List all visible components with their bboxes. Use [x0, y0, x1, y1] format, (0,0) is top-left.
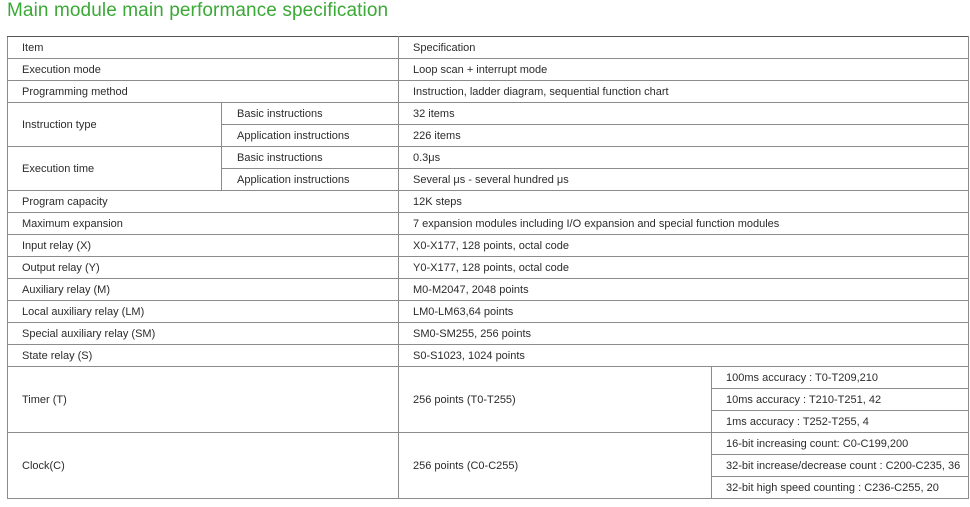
item-cell: Execution mode	[8, 59, 399, 81]
spec-cell: X0-X177, 128 points, octal code	[399, 235, 969, 257]
detail-cell: 32-bit increase/decrease count : C200-C235, 36	[712, 455, 969, 477]
spec-cell: 256 points (T0-T255)	[399, 367, 712, 433]
spec-cell: Several μs - several hundred μs	[399, 169, 969, 191]
table-row	[8, 103, 969, 125]
spec-cell: M0-M2047, 2048 points	[399, 279, 969, 301]
spec-cell: S0-S1023, 1024 points	[399, 345, 969, 367]
spec-cell: 7 expansion modules including I/O expansion and special function modules	[399, 213, 969, 235]
table-row	[8, 323, 969, 345]
table-row	[8, 301, 969, 323]
spec-cell: 0.3μs	[399, 147, 969, 169]
item-cell: Local auxiliary relay (LM)	[8, 301, 399, 323]
table-header-row	[8, 37, 969, 59]
item-cell: Special auxiliary relay (SM)	[8, 323, 399, 345]
spec-cell: 12K steps	[399, 191, 969, 213]
detail-cell: 10ms accuracy : T210-T251, 42	[712, 389, 969, 411]
item-cell: State relay (S)	[8, 345, 399, 367]
table-row	[8, 345, 969, 367]
table-row	[8, 367, 969, 389]
table-row	[8, 147, 969, 169]
spec-cell: 32 items	[399, 103, 969, 125]
spec-table	[7, 36, 969, 499]
subitem-cell: Basic instructions	[222, 103, 399, 125]
table-row	[8, 59, 969, 81]
item-cell: Program capacity	[8, 191, 399, 213]
spec-cell: Y0-X177, 128 points, octal code	[399, 257, 969, 279]
spec-cell: 256 points (C0-C255)	[399, 433, 712, 499]
header-specification: Specification	[399, 37, 969, 59]
item-cell: Timer (T)	[8, 367, 399, 433]
item-cell: Clock(C)	[8, 433, 399, 499]
item-cell: Maximum expansion	[8, 213, 399, 235]
item-cell: Instruction type	[8, 103, 222, 147]
item-cell: Execution time	[8, 147, 222, 191]
table-row	[8, 257, 969, 279]
spec-cell: SM0-SM255, 256 points	[399, 323, 969, 345]
table-row	[8, 213, 969, 235]
detail-cell: 100ms accuracy : T0-T209,210	[712, 367, 969, 389]
detail-cell: 16-bit increasing count: C0-C199,200	[712, 433, 969, 455]
subitem-cell: Application instructions	[222, 169, 399, 191]
table-row	[8, 433, 969, 455]
spec-cell: Instruction, ladder diagram, sequential function chart	[399, 81, 969, 103]
spec-cell: 226 items	[399, 125, 969, 147]
subitem-cell: Basic instructions	[222, 147, 399, 169]
table-row	[8, 279, 969, 301]
item-cell: Input relay (X)	[8, 235, 399, 257]
spec-cell: Loop scan + interrupt mode	[399, 59, 969, 81]
header-item: Item	[8, 37, 399, 59]
spec-cell: LM0-LM63,64 points	[399, 301, 969, 323]
subitem-cell: Application instructions	[222, 125, 399, 147]
detail-cell: 32-bit high speed counting : C236-C255, 20	[712, 477, 969, 499]
item-cell: Auxiliary relay (M)	[8, 279, 399, 301]
item-cell: Output relay (Y)	[8, 257, 399, 279]
table-row	[8, 81, 969, 103]
detail-cell: 1ms accuracy : T252-T255, 4	[712, 411, 969, 433]
table-row	[8, 235, 969, 257]
item-cell: Programming method	[8, 81, 399, 103]
page-title: Main module main performance specification	[7, 0, 389, 21]
table-row	[8, 191, 969, 213]
